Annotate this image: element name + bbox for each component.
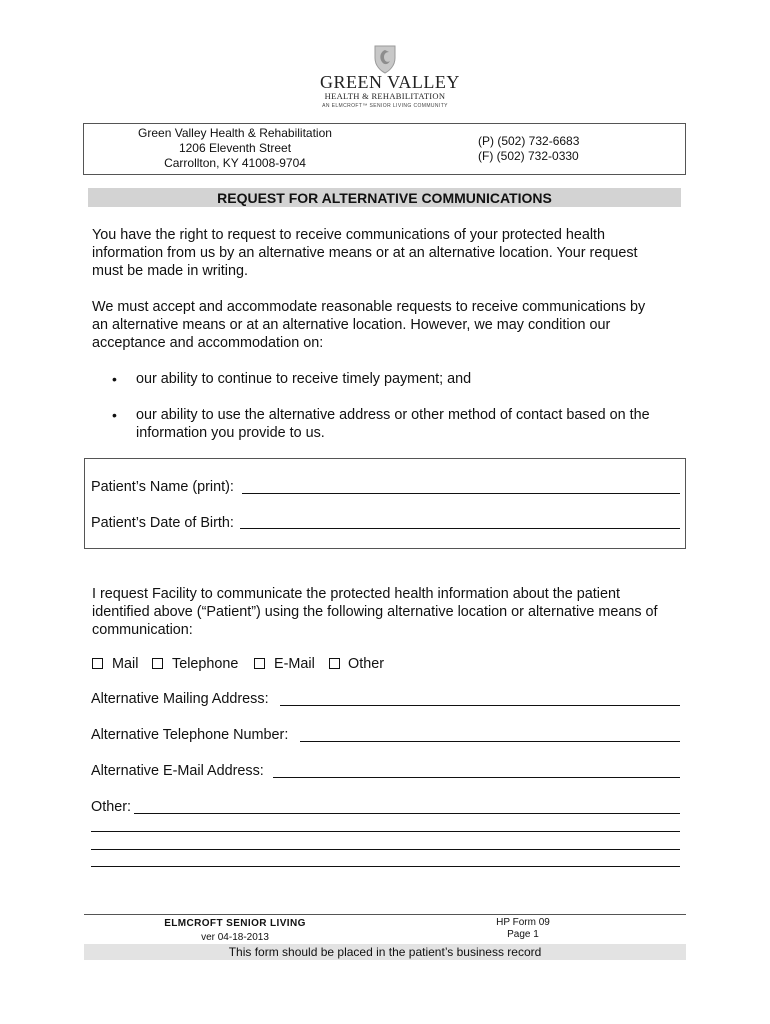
footer-form-id: HP Form 09 <box>496 917 550 928</box>
facility-street: 1206 Eleventh Street <box>178 141 292 155</box>
footer-version: ver 04-18-2013 <box>201 932 269 943</box>
footer-page: Page 1 <box>507 929 539 940</box>
footer-form-info <box>478 917 568 941</box>
other-label: Other: <box>91 799 131 815</box>
other-field-line-4[interactable] <box>91 866 680 867</box>
alt-email-field[interactable] <box>273 777 680 778</box>
patient-name-label: Patient’s Name (print): <box>91 479 234 495</box>
request-line: I request Facility to communicate the protected health information about the patient <box>92 586 620 602</box>
logo-tagline: AN ELMCROFT™ SENIOR LIVING COMMUNITY <box>322 103 448 109</box>
patient-dob-field[interactable] <box>240 528 680 529</box>
patient-dob-label: Patient’s Date of Birth: <box>91 515 234 531</box>
bullet-line: information you provide to us. <box>136 425 325 441</box>
telephone-option-label: Telephone <box>172 656 239 672</box>
request-paragraph <box>92 585 692 639</box>
other-option-label: Other <box>348 656 384 672</box>
green-valley-logo-icon <box>373 44 397 74</box>
other-field-line-2[interactable] <box>91 831 680 832</box>
intro-paragraph-1 <box>92 226 692 280</box>
other-checkbox[interactable] <box>329 658 340 669</box>
mail-option-label: Mail <box>112 656 139 672</box>
facility-contact <box>478 134 638 164</box>
email-checkbox[interactable] <box>254 658 265 669</box>
other-field-line-1[interactable] <box>134 813 680 814</box>
bullet-icon: • <box>112 371 117 387</box>
bullet-line: our ability to use the alternative address or other method of contact based on the <box>136 407 650 423</box>
alt-email-label: Alternative E-Mail Address: <box>91 763 264 779</box>
facility-name: Green Valley Health & Rehabilitation <box>138 126 332 140</box>
intro-line: must be made in writing. <box>92 263 248 279</box>
intro-line: acceptance and accommodation on: <box>92 335 324 351</box>
email-option-label: E-Mail <box>274 656 315 672</box>
bullet-item-address <box>136 406 691 442</box>
intro-line: We must accept and accommodate reasonable requests to receive communications by <box>92 299 646 315</box>
logo-name: GREEN VALLEY <box>320 72 460 92</box>
footer-organization: ELMCROFT SENIOR LIVING <box>164 918 306 929</box>
facility-address <box>120 126 350 171</box>
patient-info-box <box>84 458 686 549</box>
alt-telephone-field[interactable] <box>300 741 680 742</box>
intro-line: an alternative means or at an alternative location. However, we may condition our <box>92 317 611 333</box>
footer-divider <box>84 914 686 915</box>
intro-line: information from us by an alternative means or at an alternative location. Your request <box>92 245 638 261</box>
patient-name-field[interactable] <box>242 493 680 494</box>
intro-line: You have the right to request to receive communications of your protected health <box>92 227 606 243</box>
alt-mailing-label: Alternative Mailing Address: <box>91 691 269 707</box>
intro-paragraph-2 <box>92 298 692 352</box>
footer-note: This form should be placed in the patient’s business record <box>228 945 542 959</box>
telephone-checkbox[interactable] <box>152 658 163 669</box>
logo-subtitle: HEALTH & REHABILITATION <box>324 91 446 101</box>
bullet-item-payment: our ability to continue to receive timely payment; and <box>136 371 472 387</box>
bullet-icon: • <box>112 407 117 423</box>
facility-fax: (F) (502) 732-0330 <box>478 149 579 163</box>
request-line: identified above (“Patient”) using the following alternative location or alternative means of <box>92 604 658 620</box>
request-line: communication: <box>92 622 193 638</box>
alt-telephone-label: Alternative Telephone Number: <box>91 727 289 743</box>
mail-checkbox[interactable] <box>92 658 103 669</box>
alt-mailing-field[interactable] <box>280 705 680 706</box>
other-field-line-3[interactable] <box>91 849 680 850</box>
form-title: REQUEST FOR ALTERNATIVE COMMUNICATIONS <box>217 190 552 206</box>
facility-city: Carrollton, KY 41008-9704 <box>164 156 306 170</box>
facility-phone: (P) (502) 732-6683 <box>478 134 580 148</box>
